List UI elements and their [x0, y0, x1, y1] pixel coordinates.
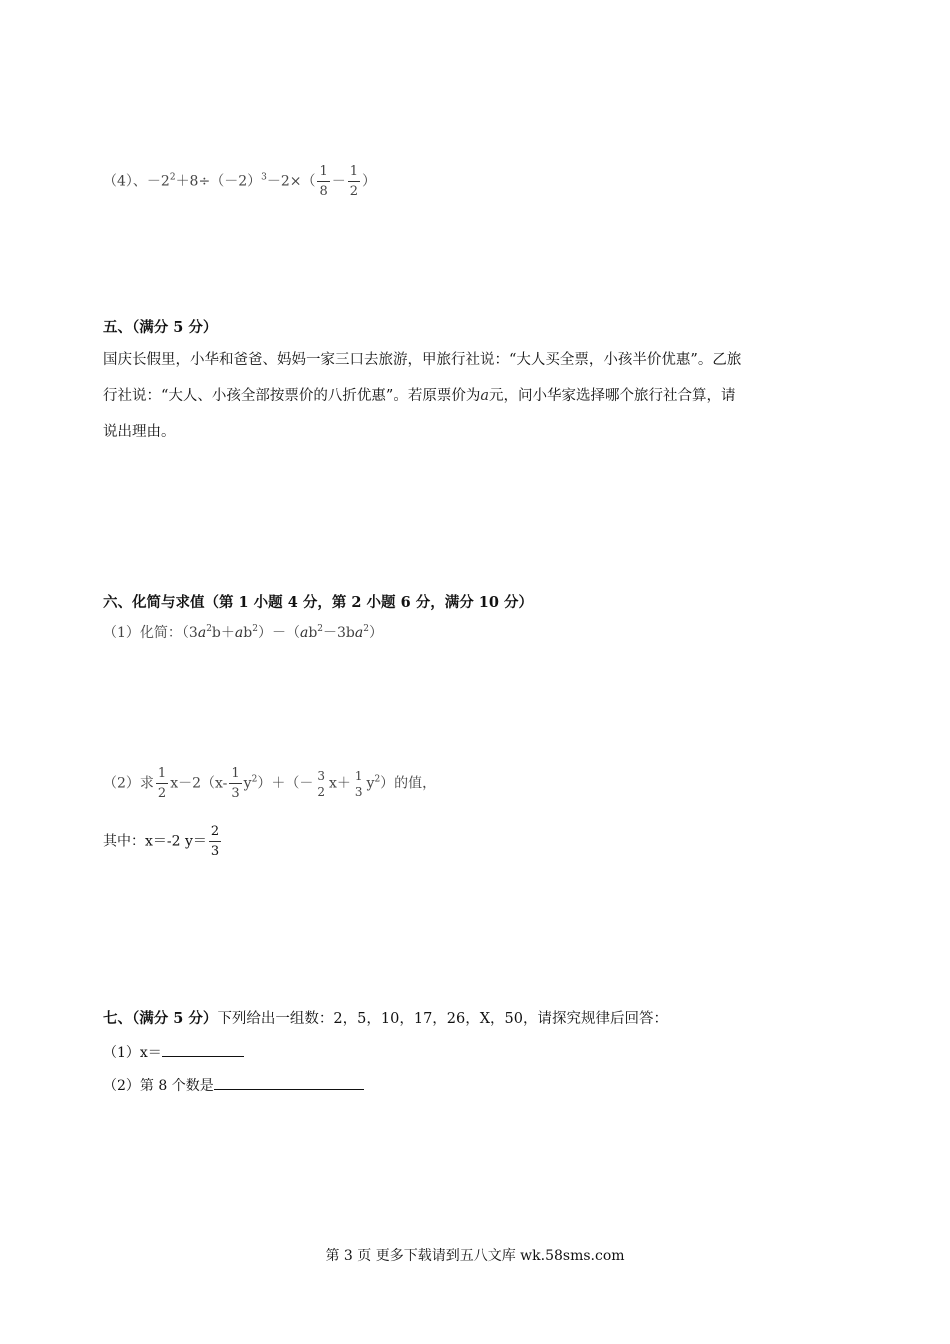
s6-q2-fraction-4 — [353, 770, 365, 798]
section-6-heading: 六、化简与求值（第 1 小题 4 分，第 2 小题 6 分，满分 10 分） — [103, 594, 534, 611]
s6-where-f-den: 3 — [210, 844, 220, 859]
section-6-question-2 — [103, 767, 436, 800]
s6-q2-f4-num: 1 — [354, 768, 363, 783]
section-5-line-1: 国庆长假里，小华和爸爸、妈妈一家三口去旅游，甲旅行社说：“大人买全票，小孩半价优惠”。乙旅 — [103, 352, 742, 368]
s6-q2-f1-den: 2 — [157, 786, 167, 801]
s6-q2-sup-1: 2 — [251, 774, 258, 785]
s6-q1-var-a-2: a — [234, 625, 244, 641]
s6-q1-text-6: ） — [368, 625, 383, 641]
s6-q2-f2-num: 1 — [231, 766, 240, 781]
s6-q2-fraction-3 — [315, 770, 327, 798]
s6-q1-sup-3: 2 — [317, 624, 324, 634]
page-footer: 第 3 页 更多下载请到五八文库 wk.58sms.com — [325, 1248, 625, 1264]
s6-q1-sup-1: 2 — [206, 624, 212, 634]
q4-fraction-1 — [317, 165, 329, 198]
q4-minus: － — [331, 173, 346, 190]
q4-close: ） — [362, 173, 377, 190]
s6-q2-f4-den: 3 — [354, 784, 363, 799]
section-7-text: 下列给出一组数：2，5，10，17，26，X，50，请探究规律后回答： — [217, 1011, 669, 1027]
s6-q1-text-1: b＋ — [211, 625, 235, 641]
s6-q2-text-1: x－2（x- — [170, 775, 228, 792]
s6-q2-text-4: x＋ — [328, 775, 351, 792]
q4-text-mid2: －2×（ — [266, 173, 316, 190]
s6-q1-text-2: b — [243, 625, 253, 641]
s6-q1-var-a-1: a — [197, 625, 207, 641]
section-5-line-2-end: 元，问小华家选择哪个旅行社合算，请 — [488, 388, 736, 404]
s6-q2-f2-den: 3 — [231, 786, 240, 801]
s6-q2-text-5: y — [366, 775, 375, 792]
q4-text-mid: ＋8÷（－2） — [175, 173, 262, 190]
s6-q2-sup-2: 2 — [374, 774, 381, 785]
s6-q2-prefix: （2）求 — [103, 775, 154, 792]
variable-a: a — [480, 388, 489, 404]
s6-q1-var-a-4: a — [354, 625, 364, 641]
s6-q1-var-a-3: a — [299, 625, 309, 641]
q4-fraction-2-numerator: 1 — [349, 164, 359, 179]
q4-fraction-2 — [348, 165, 360, 198]
q4-text-prefix: （4）、－2 — [103, 173, 170, 190]
s6-q2-fraction-1 — [156, 767, 168, 800]
s6-q2-text-6: ）的值， — [380, 775, 437, 792]
q4-exponent-1: 2 — [169, 172, 176, 183]
s6-q2-f3-den: 2 — [317, 784, 325, 799]
section-5-body — [103, 342, 863, 450]
s6-q2-fraction-2 — [229, 767, 241, 800]
s6-q2-f3-num: 3 — [317, 768, 325, 783]
question-4 — [103, 165, 376, 198]
s6-q1-prefix: （1）化简：（3 — [103, 625, 198, 641]
q4-fraction-1-numerator: 1 — [319, 164, 328, 179]
section-5-heading: 五、（满分 5 分） — [103, 319, 218, 336]
section-7-heading-line — [103, 1009, 668, 1029]
s6-q1-sup-4: 2 — [363, 624, 369, 634]
section-5-line-3: 说出理由。 — [103, 424, 176, 440]
s6-q2-f1-num: 1 — [157, 766, 167, 781]
s6-q2-text-3: ）＋（－ — [257, 775, 314, 792]
s6-q1-text-3: ）－（ — [257, 625, 300, 641]
s6-q2-text-2: y — [243, 775, 252, 792]
section-7-question-1 — [103, 1042, 244, 1063]
s7-q2-label: （2）第 8 个数是 — [103, 1078, 214, 1094]
answer-blank-8th-number[interactable] — [214, 1075, 364, 1090]
s6-q1-sup-2: 2 — [252, 624, 258, 634]
section-5-line-2-start: 行社说：“大人、小孩全部按票价的八折优惠”。若原票价为 — [103, 388, 481, 404]
s6-q1-text-5: －3b — [323, 625, 355, 641]
s6-q1-text-4: b — [308, 625, 318, 641]
section-5-line-2 — [103, 378, 863, 414]
s6-where-f-num: 2 — [210, 824, 220, 839]
section-7-question-2 — [103, 1075, 364, 1096]
q4-fraction-1-denominator: 8 — [319, 184, 328, 199]
section-6-where-clause — [103, 825, 223, 858]
section-7-heading: 七、（满分 5 分） — [103, 1010, 218, 1027]
s6-where-fraction — [209, 825, 221, 858]
s6-where-prefix: 其中：x＝-2 y＝ — [103, 833, 207, 850]
q4-exponent-2: 3 — [261, 172, 267, 183]
answer-blank-x[interactable] — [162, 1042, 244, 1057]
q4-fraction-2-denominator: 2 — [349, 184, 359, 199]
s7-q1-label: （1）x＝ — [103, 1045, 162, 1061]
section-6-question-1 — [103, 623, 383, 643]
